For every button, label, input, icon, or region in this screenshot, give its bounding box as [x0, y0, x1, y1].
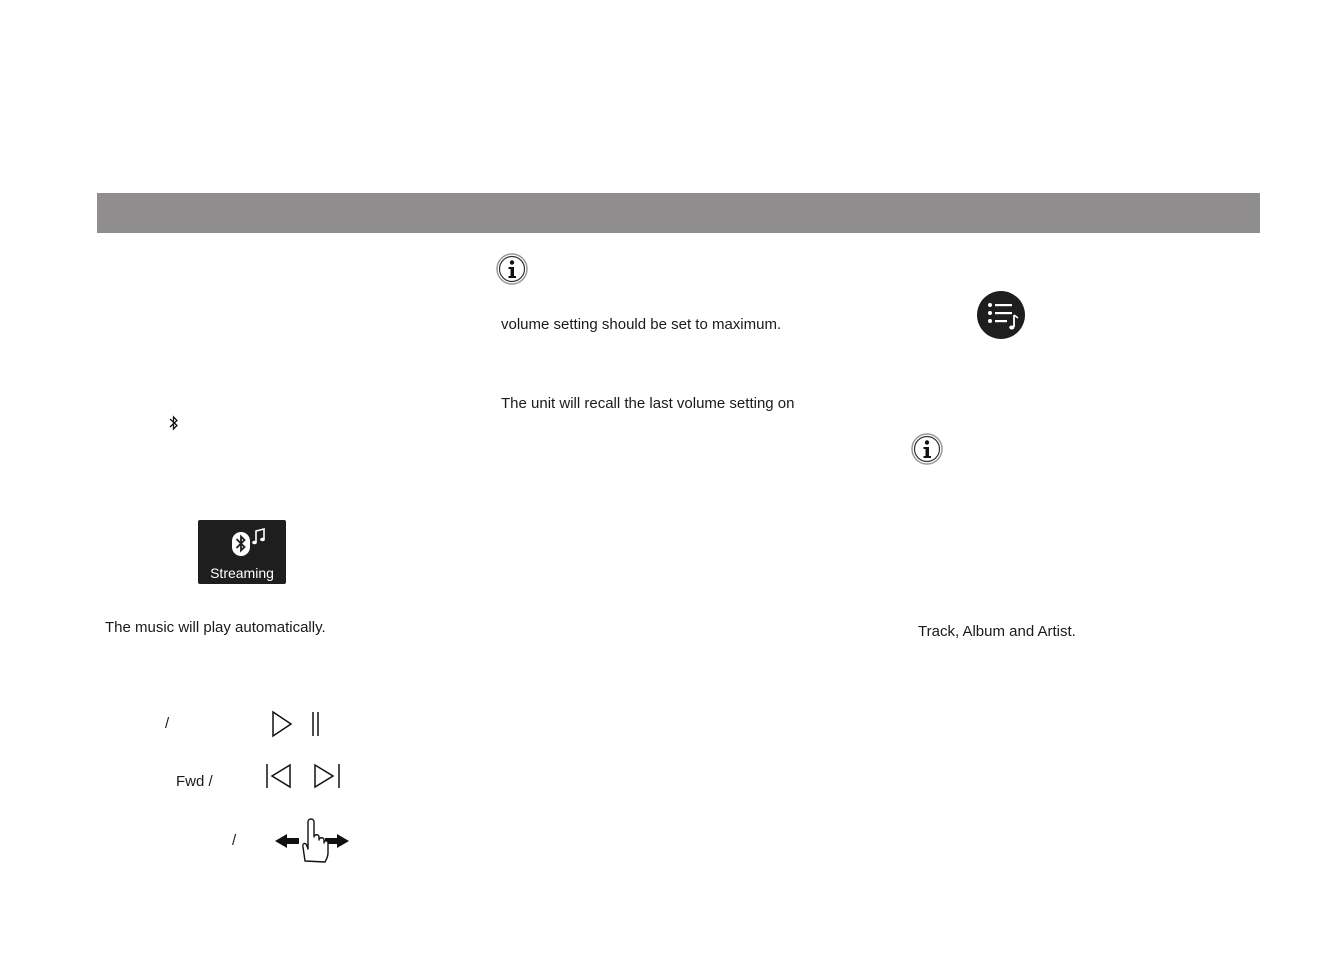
swipe-gesture-icon — [273, 815, 351, 863]
skip-forward-icon — [312, 762, 342, 790]
streaming-badge — [198, 520, 286, 584]
bluetooth-icon — [168, 414, 180, 432]
streaming-label: Streaming — [210, 565, 274, 581]
play-icon — [270, 710, 294, 738]
auto-play-text: The music will play automatically. — [105, 619, 326, 636]
skip-back-icon — [264, 762, 294, 790]
fwd-text: Fwd / — [176, 773, 213, 790]
section-header-bar — [97, 193, 1260, 233]
bluetooth-music-icon — [230, 526, 268, 558]
play-pause-separator: / — [165, 715, 170, 732]
pause-icon — [310, 710, 322, 738]
info-icon — [910, 432, 944, 466]
swipe-separator: / — [232, 832, 237, 849]
info-icon — [495, 252, 529, 286]
volume-recall-text: The unit will recall the last volume setting on — [501, 395, 795, 412]
playlist-music-icon — [976, 290, 1026, 340]
volume-setting-text: volume setting should be set to maximum. — [501, 316, 782, 333]
track-album-artist-text: Track, Album and Artist. — [918, 623, 1076, 640]
